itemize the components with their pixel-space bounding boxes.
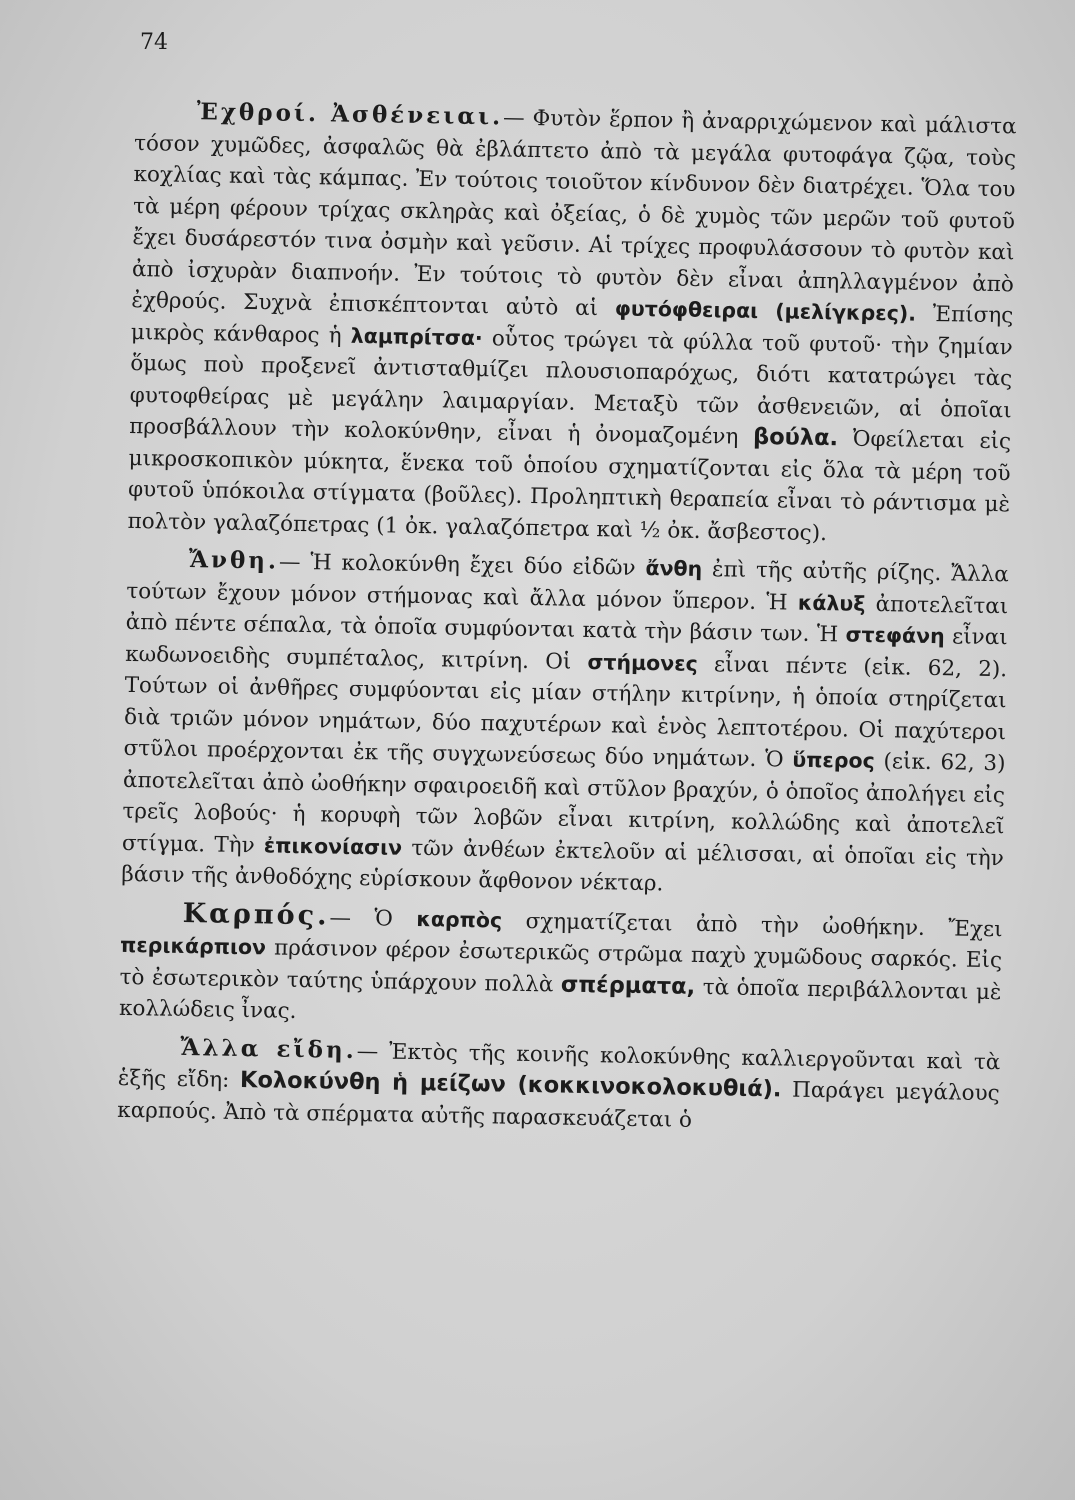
paragraph-other-species <box>117 1030 1001 1141</box>
paragraph-text: σχηματίζεται ἀπὸ τὴν ὠοθήκην. Ἔχει <box>501 908 1003 942</box>
paragraph-text: — Φυτὸν ἕρπον ἢ ἀναρριχώμενον καὶ μάλιστα τόσον χυμῶδες, ἀσφαλῶς θὰ ἐβλάπτετο ἀπὸ τὰ μεγάλα φυτοφάγα ζῷα, τοὺς κοχλίας καὶ τὰς κάμπας. Ἐν τούτοις τοιοῦτον κίνδυνον δὲν διατρέχει. Ὅλα του τὰ μέρη φέρουν τρίχας σκληρὰς καὶ ὀξείας, ὁ δὲ χυμὸς τῶν μερῶν τοῦ φυτοῦ ἔχει δυσάρεστόν τινα ὀσμὴν καὶ γεῦσιν. Αἱ τρίχες προφυλάσσουν τὸ φυτὸν καὶ ἀπὸ ἰσχυρὰν διαπνοήν. Ἐν τούτοις τὸ φυτὸν δὲν εἶναι ἀπηλλαγμένον ἀπὸ ἐχθρούς. Συχνὰ ἐπισκέπτονται αὐτὸ αἱ <box>131 105 1017 322</box>
bold-term: σπέρματα, <box>560 971 696 1000</box>
paragraph-flowers <box>121 543 1009 906</box>
paragraph-text: Ὀφείλεται εἰς μικροσκοπικὸν μύκητα, ἕνεκα τοῦ ὁποίου σχηματίζονται εἰς ὅλα τὰ μέρη τοῦ φυτοῦ ὑπόκοιλα στίγματα (βοῦλες). Προληπτικὴ θεραπεία εἶναι τὸ ράντισμα μὲ πολτὸν γαλαζόπετρας (1 ὀκ. γαλαζόπετρα καὶ ½ ὀκ. ἄσβεστος). <box>127 426 1012 546</box>
bold-term: ἄνθη <box>645 555 703 581</box>
bold-term: καρπὸς <box>416 906 503 933</box>
paragraph-text: — Ἡ κολοκύνθη ἔχει δύο εἰδῶν <box>278 549 646 581</box>
bold-term: περικάρπιον <box>119 932 267 960</box>
paragraph-text: (εἰκ. 62, 3) ἀποτελεῖται ἀπὸ ὠοθήκην σφαιροειδῆ καὶ στῦλον βραχύν, ὁ ὁποῖος ἀπολήγει εἰς τρεῖς λοβούς· ἡ κορυφὴ τῶν λοβῶν εἶναι κιτρίνη, κολλώδης καὶ ἀποτελεῖ στίγμα. Τὴν <box>121 749 1006 858</box>
paragraph-text: — Ἐκτὸς τῆς κοινῆς κολοκύνθης καλλιεργοῦνται καὶ τὰ ἑξῆς εἴδη: <box>117 1038 1001 1093</box>
paragraph-text: Παράγει μεγάλους καρπούς. Ἀπὸ τὰ σπέρματα αὐτῆς παρασκευάζεται ὁ <box>117 1077 1000 1133</box>
bold-term: Κολοκύνθη ἡ μείζων (κοκκινοκολοκυθιά). <box>239 1066 782 1103</box>
section-heading-flowers: Ἄνθη. <box>188 546 280 575</box>
paragraph-text: Ἐπίσης μικρὸς κάνθαρος ἡ <box>130 301 1014 349</box>
paragraph-fruit <box>119 896 1003 1039</box>
paragraph-text: εἶναι πέντε (εἰκ. 62, 2). Τούτων οἱ ἀνθῆρες συμφύονται εἰς μίαν στήλην κιτρίνην, ἡ ὁποία στηρίζεται διὰ τριῶν μόνον νημάτων, δύο παχυτέρων καὶ ἑνὸς λεπτοτέρου. Οἱ παχύτεροι στῦλοι προέρχονται ἐκ τῆς συγχωνεύσεως δύο νημάτων. Ὁ <box>123 651 1008 773</box>
bold-term: ἐπικονίασιν <box>263 832 403 860</box>
bold-term: λαμπρίτσα· <box>350 323 483 350</box>
paragraph-text: οὗτος τρώγει τὰ φύλλα τοῦ φυτοῦ· τὴν ζημίαν ὅμως ποὺ προξενεῖ ἀντισταθμίζει πλουσιοπαρόχως, διότι κατατρώγει τὰς φυτοφθείρας μὲ μεγάλην λαιμαργίαν. Μεταξὺ τῶν ἀσθενειῶν, αἱ ὁποῖαι προσβάλλουν τὴν κολοκύνθην, εἶναι ἡ ὀνομαζομένη <box>128 325 1013 450</box>
paragraph-text: ἀποτελεῖται ἀπὸ πέντε σέπαλα, τὰ ὁποῖα συμφύονται κατὰ τὴν βάσιν των. Ἡ <box>125 591 1009 648</box>
bold-term: στήμονες <box>587 649 699 676</box>
paragraph-text: εἶναι κωδωνοειδὴς συμπέταλος, κιτρίνη. Οἱ <box>125 624 1008 675</box>
section-heading-fruit: Καρπός. <box>182 897 330 932</box>
bold-term: βούλα. <box>752 423 839 452</box>
bold-term: ὕπερος <box>792 747 875 774</box>
bold-term: φυτόφθειραι (μελίγκρες). <box>614 296 917 326</box>
paragraph-text: — Ὁ <box>329 905 417 932</box>
bold-term: κάλυξ <box>797 590 866 616</box>
section-heading-other-species: Ἄλλα εἴδη. <box>180 1033 357 1064</box>
paragraph-text: τῶν ἀνθέων ἐκτελοῦν αἱ μέλισσαι, αἱ ὁποῖαι εἰς τὴν βάσιν τῆς ἀνθοδόχης εὑρίσκουν ἄφθονον νέκταρ. <box>121 835 1005 897</box>
body-text <box>117 95 1017 1141</box>
page-number: 74 <box>140 30 168 55</box>
bold-term: στεφάνη <box>845 622 945 649</box>
paragraph-text: πράσινον φέρον ἐσωτερικῶς στρῶμα παχὺ χυμῶδους σαρκός. Εἰς τὸ ἐσωτερικὸν ταύτης ὑπάρχουν πολλὰ <box>119 935 1003 998</box>
paragraph-text: τὰ ὁποῖα περιβάλλονται μὲ κολλώδεις ἶνας. <box>118 974 1002 1024</box>
paragraph-text: ἐπὶ τῆς αὐτῆς ρίζης. Ἄλλα τούτων ἔχουν μόνον στήμονας καὶ ἄλλα μόνον ὕπερον. Ἡ <box>126 556 1009 616</box>
section-heading-enemies: Ἐχθροί. Ἀσθένειαι. <box>196 98 504 131</box>
paragraph-enemies-diseases <box>127 95 1017 552</box>
